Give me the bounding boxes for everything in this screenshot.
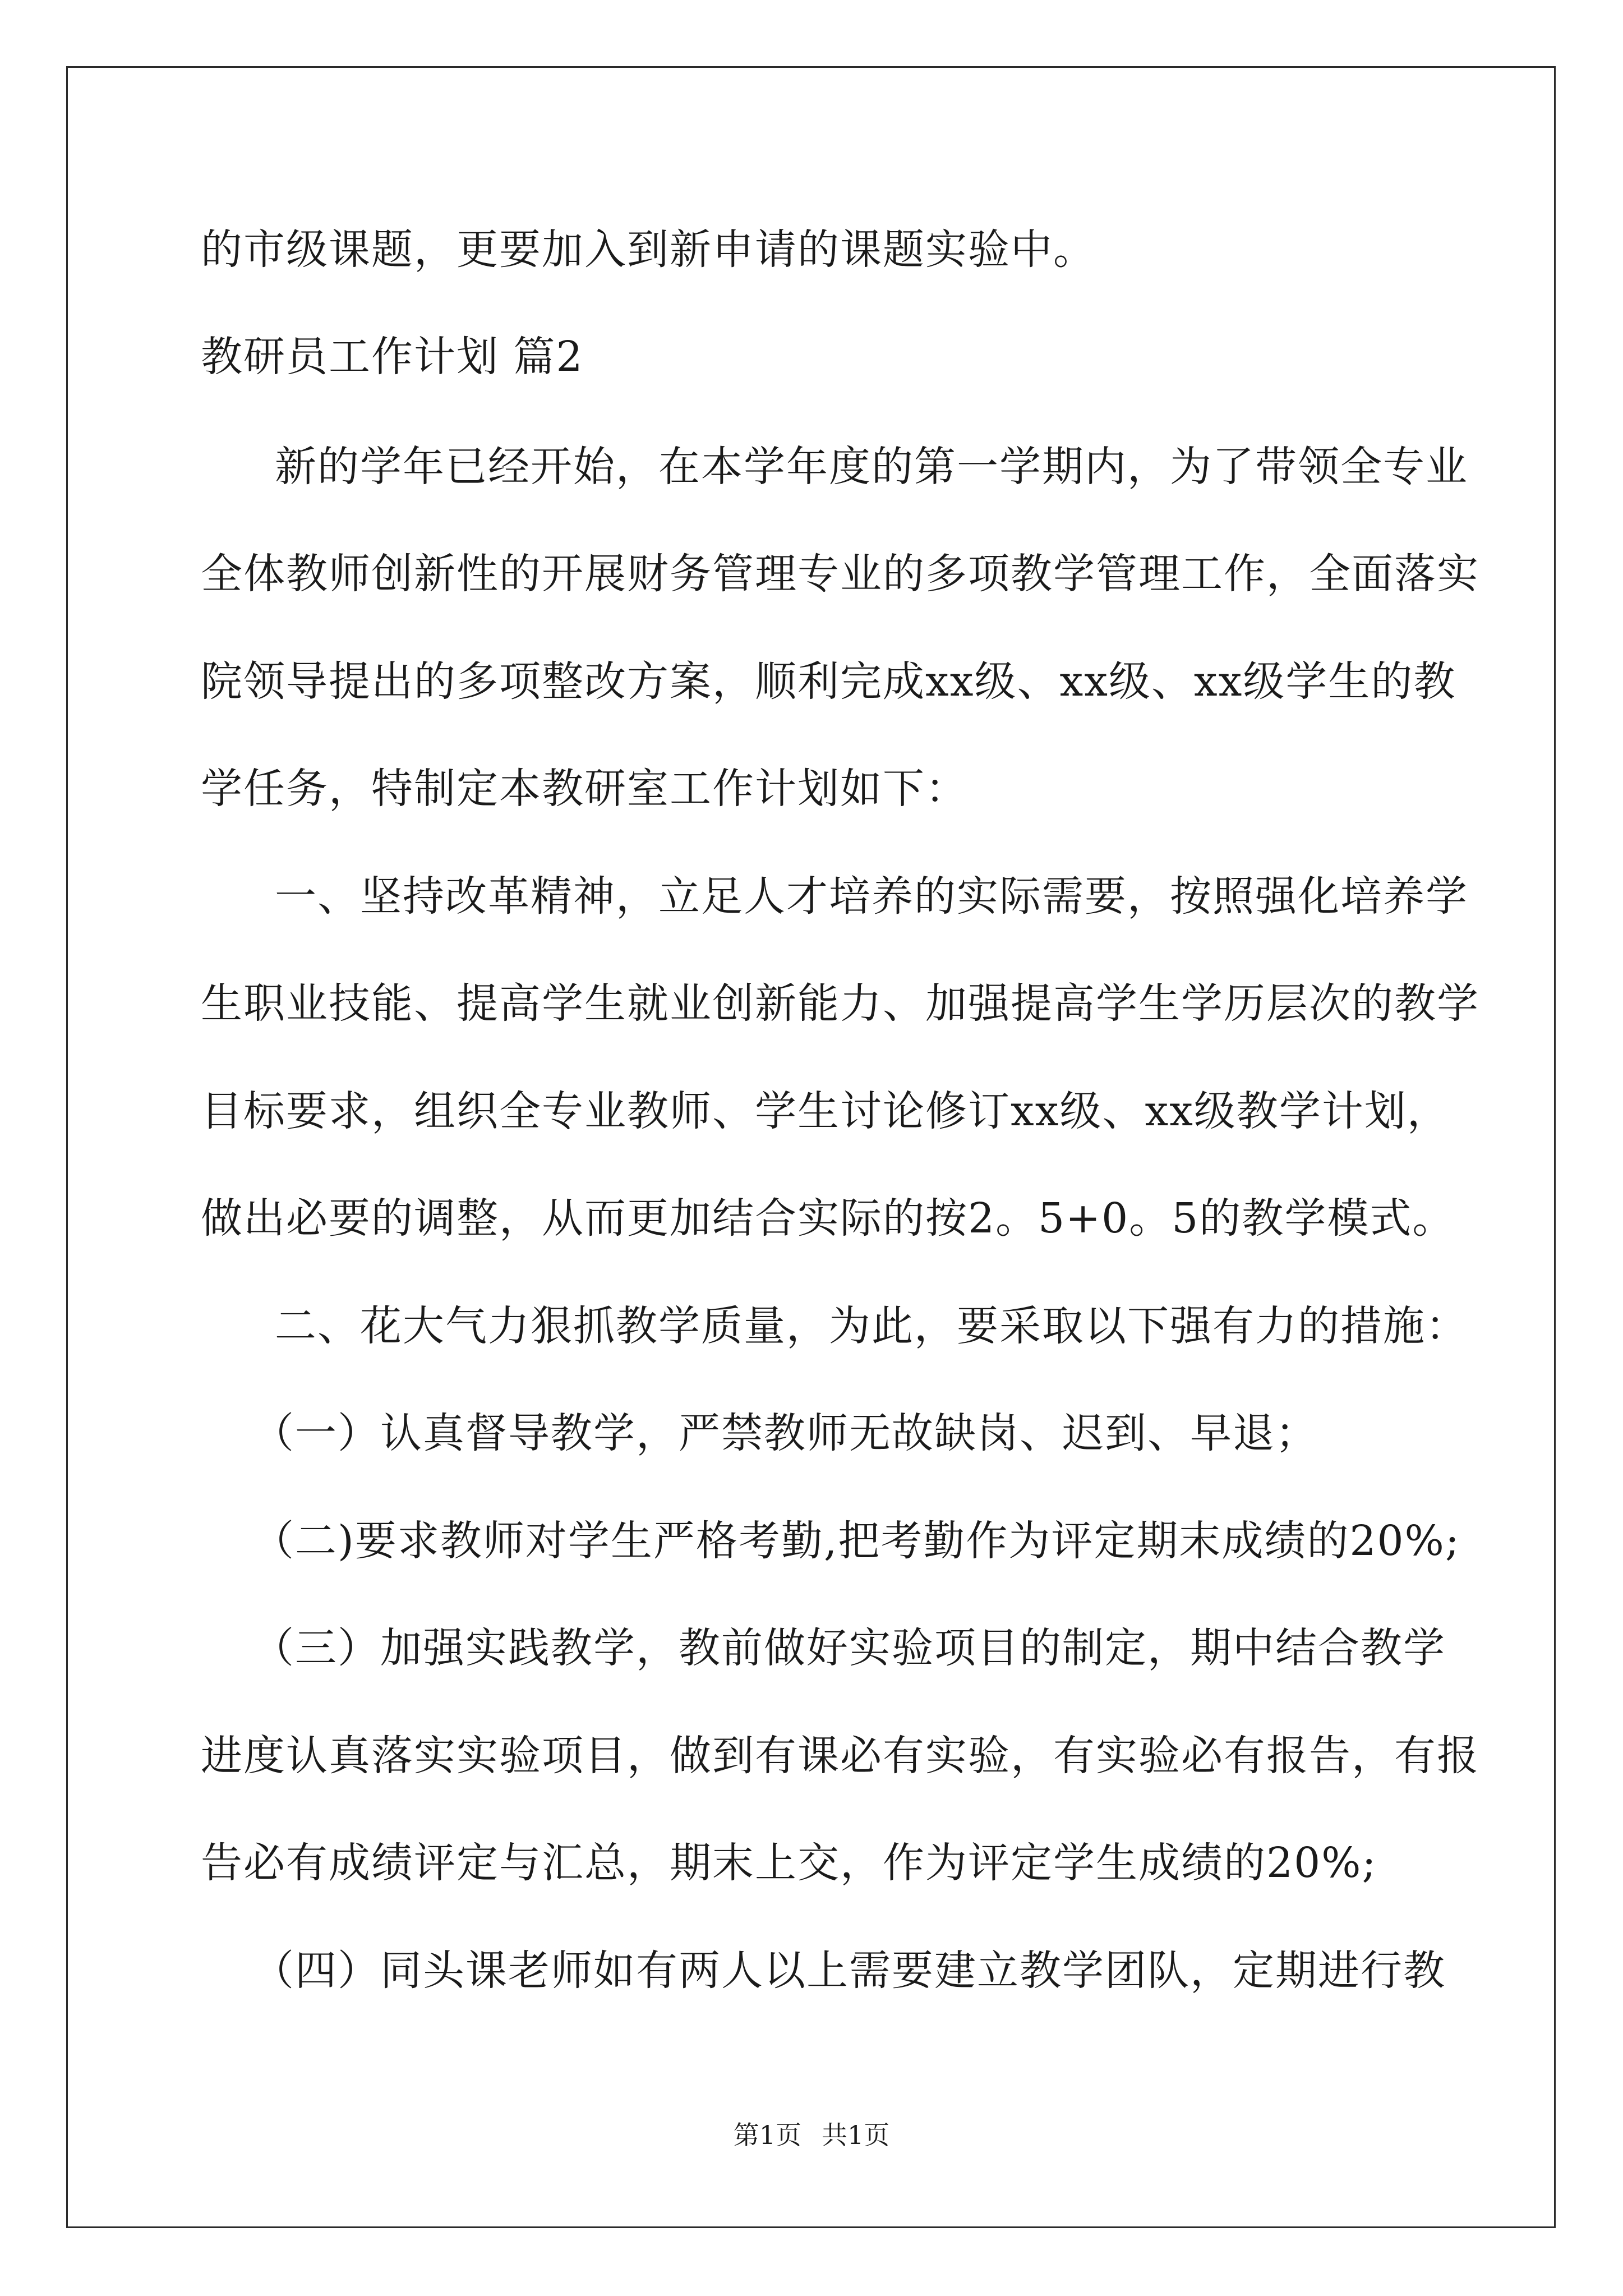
page-footer: [0, 2118, 1623, 2152]
text-line-9: 目标要求，组织全专业教师、学生讨论修订xx级、xx级教学计划，: [201, 1087, 1450, 1135]
page-border: [66, 66, 1556, 2228]
text-line-17: （四）同头课老师如有两人以上需要建立教学团队，定期进行教: [252, 1947, 1446, 1995]
page-number-current: 第1页: [733, 2120, 801, 2150]
text-line-8: 生职业技能、提高学生就业创新能力、加强提高学生学历层次的教学: [201, 979, 1479, 1028]
text-line-13: （二)要求教师对学生严格考勤,把考勤作为评定期末成绩的20%;: [252, 1517, 1460, 1565]
text-line-15: 进度认真落实实验项目，做到有课必有实验，有实验必有报告，有报: [201, 1732, 1479, 1780]
text-line-12: （一）认真督导教学，严禁教师无故缺岗、迟到、早退；: [252, 1409, 1318, 1457]
text-line-6: 学任务，特制定本教研室工作计划如下：: [201, 765, 968, 813]
text-line-10: 做出必要的调整，从而更加结合实际的按2。5+0。5的教学模式。: [201, 1194, 1455, 1243]
text-line-3: 新的学年已经开始，在本学年度的第一学期内，为了带领全专业: [275, 443, 1468, 491]
text-line-7: 一、坚持改革精神，立足人才培养的实际需要，按照强化培养学: [275, 872, 1468, 921]
page-number-total: 共1页: [822, 2120, 890, 2150]
text-line-16: 告必有成绩评定与汇总，期末上交，作为评定学生成绩的20%;: [201, 1839, 1377, 1887]
text-line-5: 院领导提出的多项整改方案，顺利完成xx级、xx级、xx级学生的教: [201, 657, 1456, 706]
text-line-1: 的市级课题，更要加入到新申请的课题实验中。: [201, 226, 1096, 274]
text-line-14: （三）加强实践教学，教前做好实验项目的制定，期中结合教学: [252, 1624, 1446, 1672]
section-heading: 教研员工作计划 篇2: [201, 333, 584, 381]
text-line-4: 全体教师创新性的开展财务管理专业的多项教学管理工作，全面落实: [201, 550, 1479, 598]
text-line-11: 二、花大气力狠抓教学质量，为此，要采取以下强有力的措施：: [275, 1302, 1468, 1350]
